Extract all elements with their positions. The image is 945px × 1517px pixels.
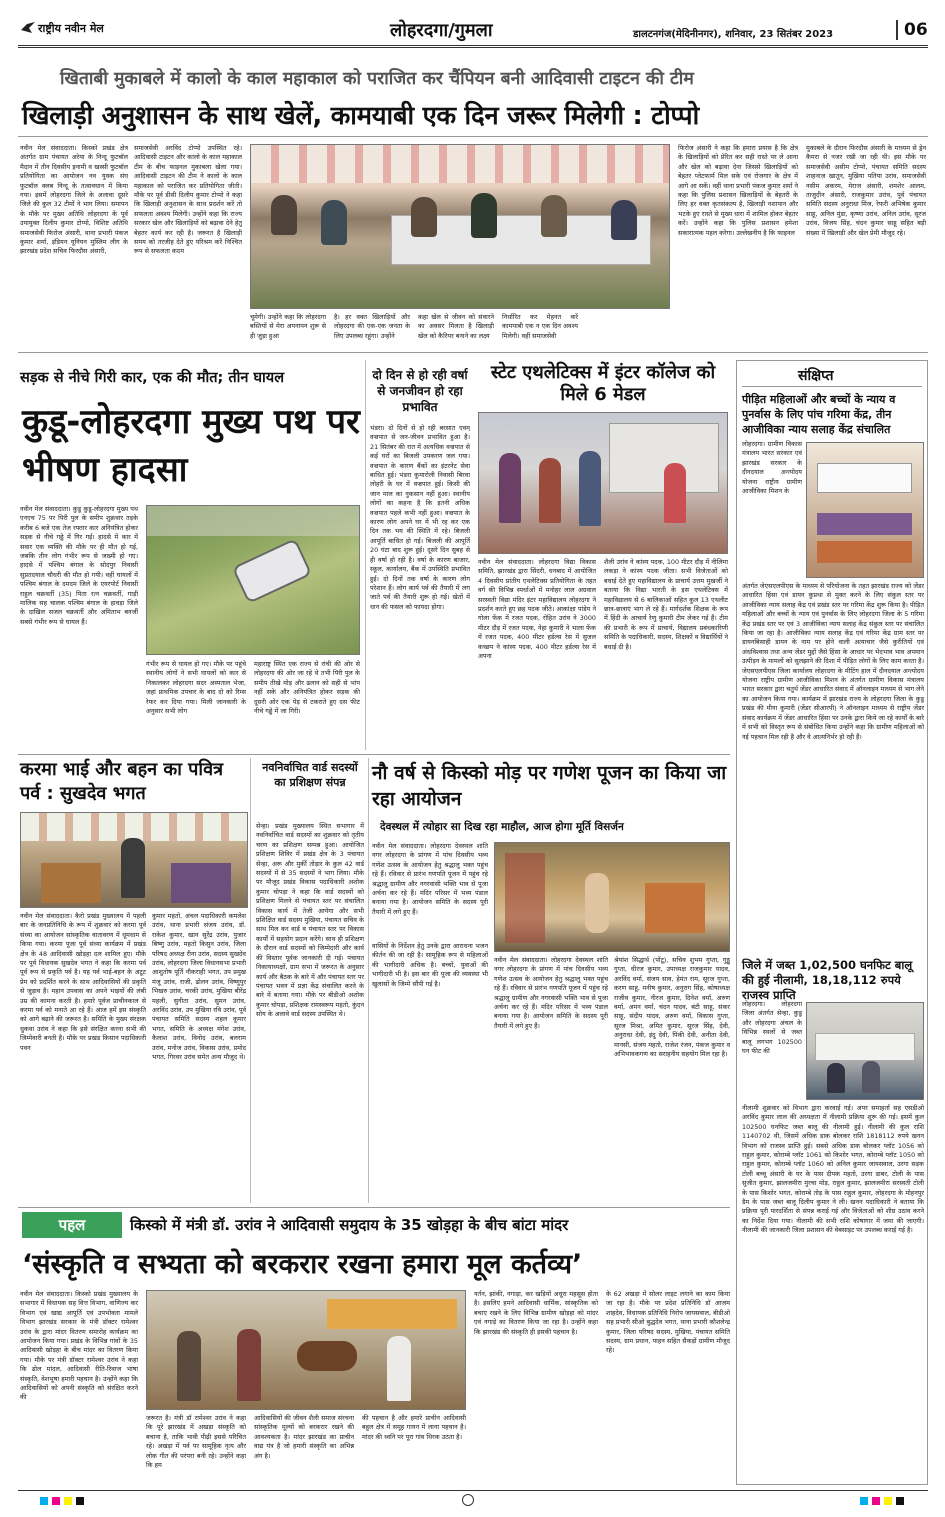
ganesh-headline: नौ वर्ष से किस्को मोड़ पर गणेश पूजन का किया जा रहा आयोजन <box>372 762 727 810</box>
rain-headline: दो दिन से हो रही वर्षा से जनजीवन हो रहा प्रभावित <box>372 368 468 414</box>
karma-col-1: नवीन मेल संवाददाता। कैरो प्रखंड मुख्यालय में पहली बार के जनप्रतिनिधि के रूप में शुक्रवार को करमा पूर्व संध्या का आयोजन सांस्कृतिक वातावरण में धूमधाम से किया गया। करमा पूजा पूर्व संध्या कार्यक्रम में प्रखंड क्षेत्र के 48 आदिवासी खोड़हा दल शामिल हुए। मौके पर पूर्व विधायक सुखदेव भगत ने कहा कि करमा पर्व पूर्व रूप से प्रकृति पर्व है। यह पर्व भाई-बहन के अटूट प्रेम को प्रदर्शित करने के साथ आदिवासियों की प्रकृति से जुड़ाव है। महान उपवास का अपने भाइयों की लंबी उम्र की कामना करती है। हमारे पूर्वज प्राचीनकाल से करमा पर्व को मनाते आ रहे हैं। आज हमें इस संस्कृति को आगे बढ़ाने की जरूरत है। समिति के मुख्य संरक्षक धुकवा उरांव ने कहा कि इसे संरक्षित करना सभी की जिम्मेवारी बनती है। मौके पर प्रखंड किसान पदाधिकारी पवन <box>20 912 146 1052</box>
color-bar-black-2 <box>896 1497 904 1505</box>
ganesh-col-1: नवीन मेल संवाददाता। लोहरदगा देवस्थल शांति नगर लोहरदगा के प्रांगण में पांच दिवसीय भव्य गणेश उत्सव के आयोजन हेतु श्रद्धालु भक्त पहुंच रहे हैं। रविवार से प्रारंभ गणपति पूजन में पहुंच रहे श्रद्धालु ग्रामीण और नगरवासी भक्ति भाव से पूजा अर्चना कर रहे हैं। मंदिर परिसर में भव्य पंडाल बनाया गया है। आयोजन समिति के सदस्य पूरी तैयारी में लगे हुए हैं। <box>372 842 488 916</box>
brief-body: अंतर्गत जेएसएलपीएस के माध्यम से परियोजना के तहत झारखंड राज्य को जेंडर आधारित हिंसा एवं डायन कुप्रथा से मुक्त करने के लिए संकुल स्तर पर आजीविका न्याय सलाह केंद्र एवं प्रखंड स्तर पर गरिमा केंद्र शुरू किया है। पीड़ित महिलाओं और बच्चों के न्याय एवं पुनर्वास के लिए लोहरदगा जिला के 5 गरिमा केंद्र प्रखंड स्तर पर एवं 3 आजीविका न्याय सलाह केंद्र संकुल स्तर पर संचालित किया जा रहा है। आजीविका न्याय सलाह केंद्र एवं गरिमा केंद्र ग्राम स्तर पर डायनबिसाही डायन के नाम पर होने वाली अत्याचार जैसे कुरीतियों एवं अंधविश्वास तथा अन्य जेंडर मुद्दों जैसे हिंसा के आधार पर भेदभाव भाव अपमान उत्पीड़न के मामलों को सुलझाने की दिशा में पीड़ित लोगों के लिए काम करता है। जेएसएलपीएस जिला कार्यालय लोहरदगा के मीटिंग हाल में दीनदयाल अन्त्योदय योजना राष्ट्रीय ग्रामीण आजीविका मिशन के अंतर्गत ग्रामीण विकास मंत्रालय भारत सरकार द्वारा चतुर्थ जेंडर आधारित संवाद में ऑनलाइन माध्यम से भाग लेने का आयोजन किया गया। कार्यक्रम में झारखंड राज्य के लोहरदगा जिला के कुडू प्रखंड की मीना कुमारी (जेंडर सीआरपी) ने ऑनलाइन माध्यम से राष्ट्रीय जेंडर संवाद कार्यक्रम में जेंडर आधारित हिंसा पर उनके द्वारा किये जा रहे कार्यों के बारे में सभी को विस्तृत रूप से संबोधित किया उन्होंने कहा कि ग्रामीण महिलाओं को नई पहचान मिल रही है और वे आत्मनिर्भर हो रही हैं। <box>742 582 924 741</box>
mandar-photo <box>146 1290 466 1410</box>
color-bar-magenta <box>52 1497 60 1505</box>
mandar-col-2: जरूरत है। मंत्री डॉ रामेश्वर उरांव ने कहा कि पूरे झारखंड में अखड़ा संस्कृति को बचाना है, ताकि भावी पीढ़ी इससे परिचित रहे। अखड़ा में पर्व पर सामूहिक नृत्य और लोक गीत की परंपरा बनी रहे। उन्होंने कहा कि हम <box>146 1414 246 1470</box>
lead-col-8: मुकाबले के दौरान फिरदौस अंसारी के माध्यम से ड्रेन कैमरा से नजर रखी जा रही थी। इस मौके पर समाजसेवी असीम टोप्पो, पंचायत समिति सदस्य शाहनाज खातून, मुखिया पतिया उरांव, समाजसेवी नसीम अकरम, मेराज अंसारी, शमशेर आलम, ताजुदीन अंसारी, राजकुमार उरांव, पूर्व पंचायत समिति सदस्य अनुराधा मिंज, रेफरी अभिषेक कुमार साहू, अनिल मुंडा, कृष्णा उरांव, अनिल उरांव, सूरज उरांव, विजय सिंह, चंदन कुमार साहू सहित बड़ी संख्या में खिलाड़ी और खेल प्रेमी मौजूद रहे। <box>806 144 926 237</box>
mandar-tag: पहल <box>22 1212 122 1238</box>
registration-mark-icon <box>462 1494 474 1506</box>
color-bar-cyan <box>40 1497 48 1505</box>
sand-body: नीलामी शुक्रवार को विभाग द्वारा करवाई गई। अपर समाहर्ता सह एसडीओ अरविंद कुमार लाल की अध्यक्षता में नीलामी प्रक्रिया शुरू की गई। इसमें कुल 102500 घनफिट जब्त बालू की नीलामी हुई। नीलामी की कुल राशि 1140702 थी, जिसमें अधिक डाक बोलकर राशि 1818112 रुपये खनन विभाग को राजस्व प्राप्ति हुई। सबसे अधिक डाक बोलकर प्लॉट 1056 को राहुल कुमार, कोराम्बे प्लॉट 1061 को किशोर भगत, कोराम्बे प्लॉट 1050 को राहुल कुमार, कोराम्बे प्लॉट 1060 को अनिल कुमार जायसवाल, उरगा सड़क टोली बच्चू अंसारी के घर के पास दीपक महतो, उरगा डाबर, टोली के पास सुजीत कुमार, झालजमीरा मुरचा मोड़, राहुल कुमार, झालजमीरा सरस्वती टोली के पास किशोर भगत, कोराम्बे तोड़ के पास राहुल कुमार, लोहरदगा के मोहनपुर डैम के पास जब्त बालू दिलीप कुमार ने ली। खनन पदाधिकारी ने बताया कि प्रक्रिया पूरी पारदर्शिता से संपन्न कराई गई और विजेताओं को शीघ्र उठाव करने का निर्देश दिया गया। नीलामी की सभी राशि कोषागार में जमा की जाएगी। नीलामी की जानकारी जिला प्रशासन की वेबसाइट पर उपलब्ध कराई गई है। <box>742 1104 924 1235</box>
meeting-photo <box>806 442 924 578</box>
ganesh-col-3: श्रेयांश सिद्धार्थ (पोंटू), सचिव शुभम गुप्ता, गुड्डू गुप्ता, धीरज कुमार, उपाध्यक्ष राजकुमार यादव, अरविंद वर्मा, संजय साव, हेमंत राम, सूरज गुप्ता, करण साहू, मनीष कुमार, अनुराग सिंह, कोषाध्यक्ष राजीव कुमार, नीरज कुमार, दिनेश वर्मा, अरुण वर्मा, अमन वर्मा, चंदन यादव, बंटी साहू, संकर साहू, संदीप यादव, अरुण वर्मा, विकास गुप्ता, सूरज मिश्रा, अमित कुमार, सूरज सिंह, देवी, अनुराधा देवी, इंदु देवी, पिंकी देवी, अनीता देवी, मानसी, संजय महतो, राजेश रंजन, पंकज कुमार व अभिभावकगण का सराहनीय सहयोग मिल रहा है। <box>614 956 730 1059</box>
accident-kicker: सड़क से नीचे गिरी कार, एक की मौत; तीन घायल <box>20 370 285 386</box>
accident-photo <box>146 505 360 655</box>
color-bar-yellow <box>64 1497 72 1505</box>
lead-col-6: निर्धारित कर मेहनत करें कामयाबी एक न एक दिन अवश्य मिलेगी। वहीं समाजसेवी <box>502 313 578 340</box>
athletics-photo <box>478 412 728 554</box>
accident-headline: कुडू-लोहरदगा मुख्य पथ पर भीषण हादसा <box>22 402 360 490</box>
sand-headline: जिले में जब्त 1,02,500 घनफिट बालू की हुई नीलामी, 18,18,112 रुपये राजस्व प्राप्ति <box>742 958 913 1002</box>
lead-col-4: है। हर वक्त खिलाड़ियों और लोहरदगा की एक-एक जनता के लिए उपलब्ध रहूंगा। उन्होंने <box>334 313 410 340</box>
lead-headline: खिलाड़ी अनुशासन के साथ खेलें, कामयाबी एक दिन जरूर मिलेगी : टोप्पो <box>22 101 700 131</box>
ganesh-col-2: वासियों के निर्देशन हेतु उनके द्वारा आराधना भजन कीर्तन की जा रही है। सामूहिक रूप से महिलाओं की भागीदारी अधिक है। बच्चों, युवाओं की भागीदारी भी है। इस बार की पूजा की व्यवस्था भी खुलासों के जिम्मे सौंपी गई है। <box>372 942 488 988</box>
accident-col-3: महाराष्ट्र स्थित एक राज्य से रांची की ओर से लोहरदगा की ओर जा रहे थे तभी पिरी पुल के समीप तीखे मोड़ और ढलान को सही से भांप नहीं सके और अनियंत्रित होकर सड़क की दूसरी ओर एक पेड़ से टकराते हुए दस फीट नीचे गढ्ढे में जा गिरी। <box>254 660 360 716</box>
color-bar-black <box>76 1497 84 1505</box>
mandar-kicker: किस्को में मंत्री डॉ. उरांव ने आदिवासी समुदाय के 35 खोड़हा के बीच बांटा मांदर <box>130 1216 569 1234</box>
bird-icon <box>20 21 36 35</box>
karma-headline: करमा भाई और बहन का पवित्र पर्व : सुखदेव भगत <box>20 759 224 804</box>
athletics-col-2: शैली उरांव ने कांस्य पदक, 100 मीटर दौड़ में नीलिमा लकड़ा ने कांस्य पदक जीता। सभी विजेताओं को बधाई देते हुए महाविद्यालय के प्राचार्य उत्तम मुखर्जी ने बताया कि विद्या भारती के इस एथलेटिक्स में महाविद्यालय से 6 बालिकाओं सहित कुल 13 एथलीट छात्र-छात्राएं भाग ले रहे हैं। मार्गदर्शक शिक्षक के रूप में हिंदी के आचार्य रेणु कुमारी टीम लेकर गई हैं। टीम की प्रभारी के रूप में प्राचार्य, विद्यालय प्रबंधकारिणी समिति के पदाधिकारी, सदस्य, शिक्षकों व विद्यार्थियों ने बधाई दी है। <box>604 558 728 651</box>
accident-col-1: नवीन मेल संवाददाता। कुडू कुडू-लोहरदगा मुख्य पथ एनएच 75 पर पिरी पुल के समीप शुक्रवार तड़के करीब 6 बजे एक तेज रफ्तार कार अनियंत्रित होकर सड़क से नीचे गढ्ढे में गिर गई। हादसे में कार में सवार एक व्यक्ति की मौके पर ही मौत हो गई, जबकि तीन लोग गंभीर रूप से जख्मी हो गए। हादसे में पश्चिम बंगाल के सोदपुर निवासी सुप्रतदयाल चौधरी की मौत हो गयी। वहीं घायलों में पश्चिम बंगाल के दमदम जिले के एयरपोर्ट निवासी राहुल चक्रवर्ती (35) पिता रत्न चक्रवर्ती, गाड़ी मालिक सह चालक पश्चिम बंगाल के हावड़ा जिले के दाखिल सजल चक्रवर्ती और अमिताभ बनर्जी सबसे गंभीर रूप से घायल हैं। <box>20 505 138 626</box>
lead-col-1: नवीन मेल संवाददाता। किस्को प्रखंड क्षेत्र अंतर्गत ग्राम पंचायत अरेया के निन्दू फुटबॉल मैदान में तीन दिवसीय इनामी व खस्सी फुटबॉल प्रतियोगिता का आयोजन नव युवक संघ फुटबॉल क्लब निन्दू के तत्वावधान में किया गया। इसमें लोहरदगा जिले के अलावा दूसरे जिले की कुल 32 टीमों ने भाग लिया। समापन के मौके पर मुख्य अतिथि लोहरदगा के पूर्व उपायुक्त दिलीप कुमार टोप्पो, विशिष्ट अतिथि समाजसेवी फिरोज अंसारी, थाना प्रभारी पंकज कुमार शर्मा, इंडियन यूनियन मुस्लिम लीग के झारखंड प्रदेश सचिव फिरदौस अंसारी, <box>20 144 128 256</box>
ward-body: सेन्हा। प्रखंड मुख्यालय स्थित सभागार में नवनिर्वाचित वार्ड सदस्यों का शुक्रवार को तृतीय चरण का प्रशिक्षण सम्पन्न हुआ। आयोजित प्रशिक्षण शिविर में प्रखंड क्षेत्र के 3 पंचायत सेन्हा, अरू और मुर्की तोड़ार के कुल 42 वार्ड सदस्यों में से 35 सदस्यों ने भाग लिया। मौके पर मौजूद प्रखंड विकास पदाधिकारी अशोक कुमार चोपड़ा ने कहा कि वार्ड सदस्यों को प्रशिक्षण मिलने से पंचायत स्तर पर संचालित विकास कार्य में तेजी आयेगा और सभी प्रशिक्षित वार्ड सदस्य मुखिया, पंचायत सचिव के साथ मिल कर वार्ड व पंचायत स्तर पर विकास कार्यों में सहयोग प्रदान करेंगे। साथ ही प्रशिक्षण के दौरान वार्ड सदस्यों को जिम्मेदारी और कार्य की विस्तार पूर्वक जानकारी दी गई। पंचायत निकायाध्यक्षों, ग्राम सभा में जरूरत के अनुसार कार्य और बैठक के बारे में और पंचायत स्तर पर पंचायत भवन में प्रज्ञा केंद्र संचालित करने के बारे में बताया गया। मौके पर बीडीओ अशोक कुमार चोपड़ा, प्रशिक्षक रामस्वरूप महतो, कुंदन सोय के अलावे वार्ड सदस्य उपस्थित थे। <box>256 822 364 1019</box>
brief-headline: पीड़ित महिलाओं और बच्चों के न्याय व पुनर्वास के लिए पांच गरिमा केंद्र, तीन आजीविका न्याय सलाह केंद्र संचालित <box>742 393 896 436</box>
ward-headline: नवनिर्वाचित वार्ड सदस्यों का प्रशिक्षण संपन्न <box>262 761 358 789</box>
rain-body: भंडरा। दो दिनों से हो रही बरसात एवम् वज्रपात से जन-जीवन प्रभावित हुआ है। 21 सितंबर की रात में अत्यधिक वज्रपात से कई घरों का बिजली उपकरण जल गया। वज्रपात के कारण बैंकों का इंटरनेट सेवा बाधित हुई। भंडरा कुमारोली निवासी बिरवा लोहरी के घर में वज्रपात हुई। किसी की जान माल का नुकसान नहीं हुआ। स्थानीय लोगों का कहना है कि इतनी अधिक वज्रपात पहले कभी नहीं हुआ। वज्रपात के कारण लोग अपने घर में भी रह कर एक दिन तक भय की स्थिति में रहे। बिजली आपूर्ति बाधित हो गई। बिजली की आपूर्ति 20 घंटा बाद शुरू हुई। दूसरे दिन सुबह से ही वर्षा हो रही है। वर्षा के कारण बाजार, स्कूल, कार्यालय, बैंक में उपस्थिति प्रभावित हुई। दो दिनों तक वर्षा के कारण लोग परेशान हैं। लोग कार्य पर्व की तैयारी में लग जाते पर्व की तैयारी शुरू हो गई। खेतों में धान की फसल को फायदा होगा। <box>370 424 470 611</box>
brief-tag: संक्षिप्त <box>798 368 834 384</box>
mandar-col-3: आदिवासियों की जीवन शैली समाज संरचना सांस्कृतिक मूल्यों को बरकरार रखने की आवश्यकता है। मांदर झारखंड का प्राचीन वाद्य यंत्र है जो हमारी संस्कृति का अभिन्न अंग है। <box>254 1414 354 1460</box>
athletics-headline: स्टेट एथलेटिक्स में इंटर कॉलेज को मिले 6 मेडल <box>490 362 716 405</box>
mandar-headline: ‘संस्कृति व सभ्यता को बरकरार रखना हमारा मूल कर्तव्य’ <box>22 1249 583 1280</box>
color-bar-cyan-2 <box>860 1497 868 1505</box>
auction-photo <box>806 1002 924 1100</box>
ganesh-subhead: देवस्थल में त्योहार सा दिख रहा माहौल, आज होगा मूर्ति विसर्जन <box>380 821 624 833</box>
mandar-col-4: की पहचान है और हमारे प्राचीन आदिवासी बहुल क्षेत्र में समूह गायन में लाना पहचान है। मांदर की ध्वनि पर पूरा गांव थिरक उठता है। <box>362 1414 466 1441</box>
sand-side-text: लोहरदगा। लोहरदगा जिला अंतर्गत सेन्हा, कुडू और लोहरदगा अंचल के विभिन्न स्थलों से जब्त बालू लगभग 102500 घन फीट की <box>742 1000 802 1056</box>
ganesh-photo <box>494 842 730 952</box>
lead-col-3: चूमेगी। उन्होंने कहा कि लोहरदगा बस्तियों से मेरा अपनापन शुरू से ही जुड़ा हुआ <box>250 313 326 340</box>
page-number: 06 <box>896 20 928 40</box>
color-bar-magenta-2 <box>872 1497 880 1505</box>
mandar-col-6: के 62 अखड़ा में सोलर लाइट लगाने का काम किया जा रहा है। मौके पर प्रदेश प्रतिनिधि डॉ आजम शाहदेव, विधायक प्रतिनिधि निरोप जायसवाल, बीडीओ सह प्रभारी सीओ बुद्धदेव भगत, थाना प्रभारी कौशलेन्द्र कुमार, जिला परिषद सदस्य, मुखिया, पंचायत समिति सदस्य, ग्राम प्रधान, पाहन सहित सैकड़ों ग्रामीण मौजूद रहे। <box>606 1290 730 1355</box>
mandar-col-1: नवीन मेल संवाददाता। किस्को प्रखंड मुख्यालय के सभागार में विधायक सह वित्त विभाग, वाणिज्य कर विभाग एवं खाद्य आपूर्ति एवं उपभोक्ता मामले विभाग झारखंड सरकार के मंत्री डॉक्टर रामेश्वर उरांव के द्वारा मांदर वितरण समारोह कार्यक्रम का आयोजन किया गया। प्रखंड के विभिन्न गांवों के 35 आदिवासी खोड़हा के बीच मांदर का वितरण किया गया। मौके पर मंत्री डॉक्टर रामेश्वर उरांव ने कहा कि ढोल मांदल, आदिवासी रीति-रिवाज भाषा संस्कृति, वेशभूषा हमारी पहचान है। उन्होंने कहा कि आदिवासियों को अपनी संस्कृति को संरक्षित करने की <box>20 1290 138 1402</box>
lead-kicker: खिताबी मुकाबले में कालो के काल महाकाल को पराजित कर चैंपियन बनी आदिवासी टाइटन की टीम <box>60 69 694 89</box>
athletics-col-1: नवीन मेल संवाददाता। लोहरदगा विद्या विकास समिति, झारखंड द्वारा सिंदरी, धनबाद में आयोजित 4 दिवसीय प्रांतीय एथलेटिक्स प्रतियोगिता के तहत वर्ग की विभिन्न स्पर्धाओं में मनोहर लाल अग्रवाल सरस्वती विद्या मंदिर इंटर महाविद्यालय लोहरदगा ने प्रदर्शन करते हुए छह पदक जीते। आकांक्षा पांडेय ने गोला फेंक में रजत पदक, रोहित उरांव ने 3000 मीटर दौड़ में रजत पदक, नेहा कुमारी ने भाला फेंक में रजत पदक, 400 मीटर हर्डल्स रेस में सुजल कच्छप ने कांस्य पदक, 400 मीटर हर्डल्स रेस में अपना <box>478 558 596 661</box>
lead-col-2: समाजसेवी अरविंद टोप्पो उपस्थित रहे। आदिवासी टाइटन और कालो के काल महाकाल टीम के बीच फाइनल मुकाबला खेला गया। आदिवासी टाइटन की टीम ने कालो के काल महाकाल को पराजित कर प्रतियोगिता जीती। मौके पर पूर्व डीसी दिलीप कुमार टोप्पो ने कहा कि खिलाड़ी अनुशासन के साथ प्रदर्शन करें तो सफलता अवश्य मिलेगी। उन्होंने कहा कि राज्य सरकार खेल और खिलाड़ियों को बढ़ावा देने हेतु बेहतर कार्य कर रही है। जरूरत है खिलाड़ी समय को तरजीह देते हुए परिश्रम करें निश्चित रूप से सफलता कदम <box>134 144 242 256</box>
karma-photo <box>20 812 248 908</box>
lead-col-5: कहा खेल से जीवन को संवारने का अवसर मिलता है खिलाड़ी खेल को कैरियर बनाने का लक्ष्य <box>418 313 494 340</box>
brief-side-text: लोहरदगा। ग्रामीण विकास मंत्रालय भारत सरकार एवं झारखंड सरकार के दीनदयाल अन्त्योदय योजना राष्ट्रीय ग्रामीण आजीविका मिशन के <box>742 440 802 496</box>
tournament-photo <box>250 144 670 309</box>
mandar-col-5: नर्तन, झांकी, नगाड़ा, कर खड़ियों अधूरा महसूस होता है। इसलिए हमने आदिवासी धार्मिक, सांस्कृतिक को बचाए रखने के लिए विभिन्न ग्रामीण खोड़हा को मांदर एवं नगाड़े का वितरण किया जा रहा है। उन्होंने कहा कि झारखंड की संस्कृति ही इसकी पहचान है। <box>474 1290 598 1336</box>
brand-logo <box>20 18 130 40</box>
accident-col-2: गंभीर रूप से घायल हो गए। मौके पर पहुंचे स्थानीय लोगों ने सभी घायलों को कार से निकालकर लोहरदगा सदर अस्पताल भेजा, जहां प्राथमिक उपचार के बाद दो को रिम्स रेफर कर दिया गया। मिली जानकारी के अनुसार सभी लोग <box>146 660 246 716</box>
color-bar-yellow-2 <box>884 1497 892 1505</box>
brand-name: राष्ट्रीय नवीन मेल <box>38 22 104 35</box>
karma-col-2: कुमार महतो, अंचल पदाधिकारी कमलेश उरांव, थाना प्रभारी संजय उरांव, डॉ. राकेश कुमार, खान सुरेंद्र उरांव, पुजार बिष्णु उरांव, महतो किसुन उरांव, जिला परिषद अध्यक्ष रीना उरांव, सदस्य सुखदेव उरांव, लोहरदगा जिला विधानसभा प्रभारी आशुतोष पूर्ति नौकराही भगत, उप प्रमुख मंजू उरांव, राजी, ढोलन उरांव, विष्णुपुर भिखरु उरांव, चरकी उरांव, मुखिया बीरेंद्र महली, सुनीता उरांव, सुमन उरांव, अरविंद उरांव, उप मुखिया रवि उरांव, पूर्व पंचायत समिति सदस्य शहल कुमार भगत, समिति के अध्यक्ष मंगेश उरांव, कैलाश उरांव, विनोद उरांव, बलराम उरांव, मनोज उरांव, विकास उरांव, प्रमोद भगत, गिरवर उरांव समेत अन्य मौजूद थे। <box>152 912 246 1062</box>
lead-col-7: फिरोज अंसारी ने कहा कि हमारा प्रयास है कि क्षेत्र के खिलाड़ियों को प्रेरित कर सही रास्ते पर ले आना और खेल को बढ़ावा देना जिससे खिलाड़ियों को बेहतर प्लेटफार्म मिल सके एवं रोजगार के क्षेत्र में आगे आ सकें। वहीं थाना प्रभारी पंकज कुमार शर्मा ने कहा कि पुलिस प्रशासन खिलाड़ियों के बेहतरी के लिए हर वक्त कृतसंकल्प है, खिलाड़ी नशापान और भटके हुए रास्ते से मुख्य धारा में शामिल होकर बेहतर करें। उन्होंने कहा कि पुलिस प्रशासन हमेशा सकारात्मक पहल करेगा। उल्लेखनीय है कि फाइनल <box>678 144 798 237</box>
dateline: डालटनगंज(मेदिनीनगर), शनिवार, 23 सितंबर 2023 <box>633 29 834 40</box>
ganesh-col-4: नवीन मेल संवाददाता। लोहरदगा देवस्थल शांति नगर लोहरदगा के प्रांगण में पांच दिवसीय भव्य गणेश उत्सव के आयोजन हेतु श्रद्धालु भक्त पहुंच रहे हैं। रविवार से प्रारंभ गणपति पूजन में पहुंच रहे श्रद्धालु ग्रामीण और नगरवासी भक्ति भाव से पूजा अर्चना कर रहे हैं। मंदिर परिसर में भव्य पंडाल बनाया गया है। आयोजन समिति के सदस्य पूरी तैयारी में लगे हुए हैं। <box>494 956 608 1030</box>
section-title: लोहरदगा/गुमला <box>390 20 493 41</box>
